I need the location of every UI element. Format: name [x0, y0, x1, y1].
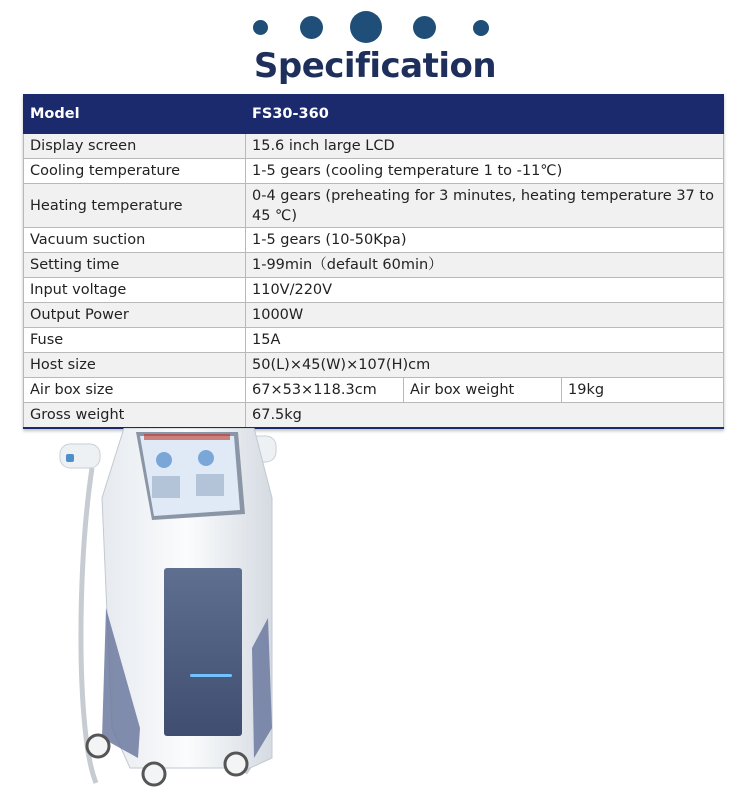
row-label: Fuse [24, 328, 246, 353]
spec-table [23, 94, 724, 429]
table-header-row [24, 95, 724, 134]
dot [350, 11, 382, 43]
page-title: Specification [253, 46, 497, 86]
dot [253, 20, 268, 35]
row-value: 0-4 gears (preheating for 3 minutes, heating temperature 37 to 45 ℃) [246, 184, 724, 228]
row-value: 50(L)×45(W)×107(H)cm [246, 353, 724, 378]
decorative-dots [0, 11, 750, 45]
row-value: 67×53×118.3cm [246, 378, 404, 403]
row-label: Heating temperature [24, 184, 246, 228]
table-row [24, 328, 724, 353]
dot [473, 20, 489, 36]
row-value: 1-5 gears (10-50Kpa) [246, 228, 724, 253]
table-row [24, 159, 724, 184]
dot [413, 16, 436, 39]
table-row [24, 303, 724, 328]
row-label: Input voltage [24, 278, 246, 303]
model-value: FS30-360 [246, 95, 724, 134]
row-value: 1-5 gears (cooling temperature 1 to -11℃) [246, 159, 724, 184]
row-value: 1-99min（default 60min） [246, 253, 724, 278]
row-label: Host size [24, 353, 246, 378]
table-row [24, 278, 724, 303]
row-label: Output Power [24, 303, 246, 328]
model-label: Model [24, 95, 246, 134]
table-row [24, 134, 724, 159]
row-label: Cooling temperature [24, 159, 246, 184]
row-value: 15.6 inch large LCD [246, 134, 724, 159]
row-label: Air box size [24, 378, 246, 403]
table-row [24, 228, 724, 253]
row-value-secondary: 19kg [562, 378, 724, 403]
row-label: Gross weight [24, 403, 246, 429]
table-row [24, 403, 724, 429]
row-value: 67.5kg [246, 403, 724, 429]
dot [300, 16, 323, 39]
machine-illustration [40, 428, 300, 800]
row-value: 1000W [246, 303, 724, 328]
table-row [24, 353, 724, 378]
table-row [24, 253, 724, 278]
row-label: Setting time [24, 253, 246, 278]
row-value: 15A [246, 328, 724, 353]
row-value: 110V/220V [246, 278, 724, 303]
row-label-secondary: Air box weight [404, 378, 562, 403]
table-row [24, 378, 724, 403]
row-label: Vacuum suction [24, 228, 246, 253]
row-label: Display screen [24, 134, 246, 159]
table-row [24, 184, 724, 228]
